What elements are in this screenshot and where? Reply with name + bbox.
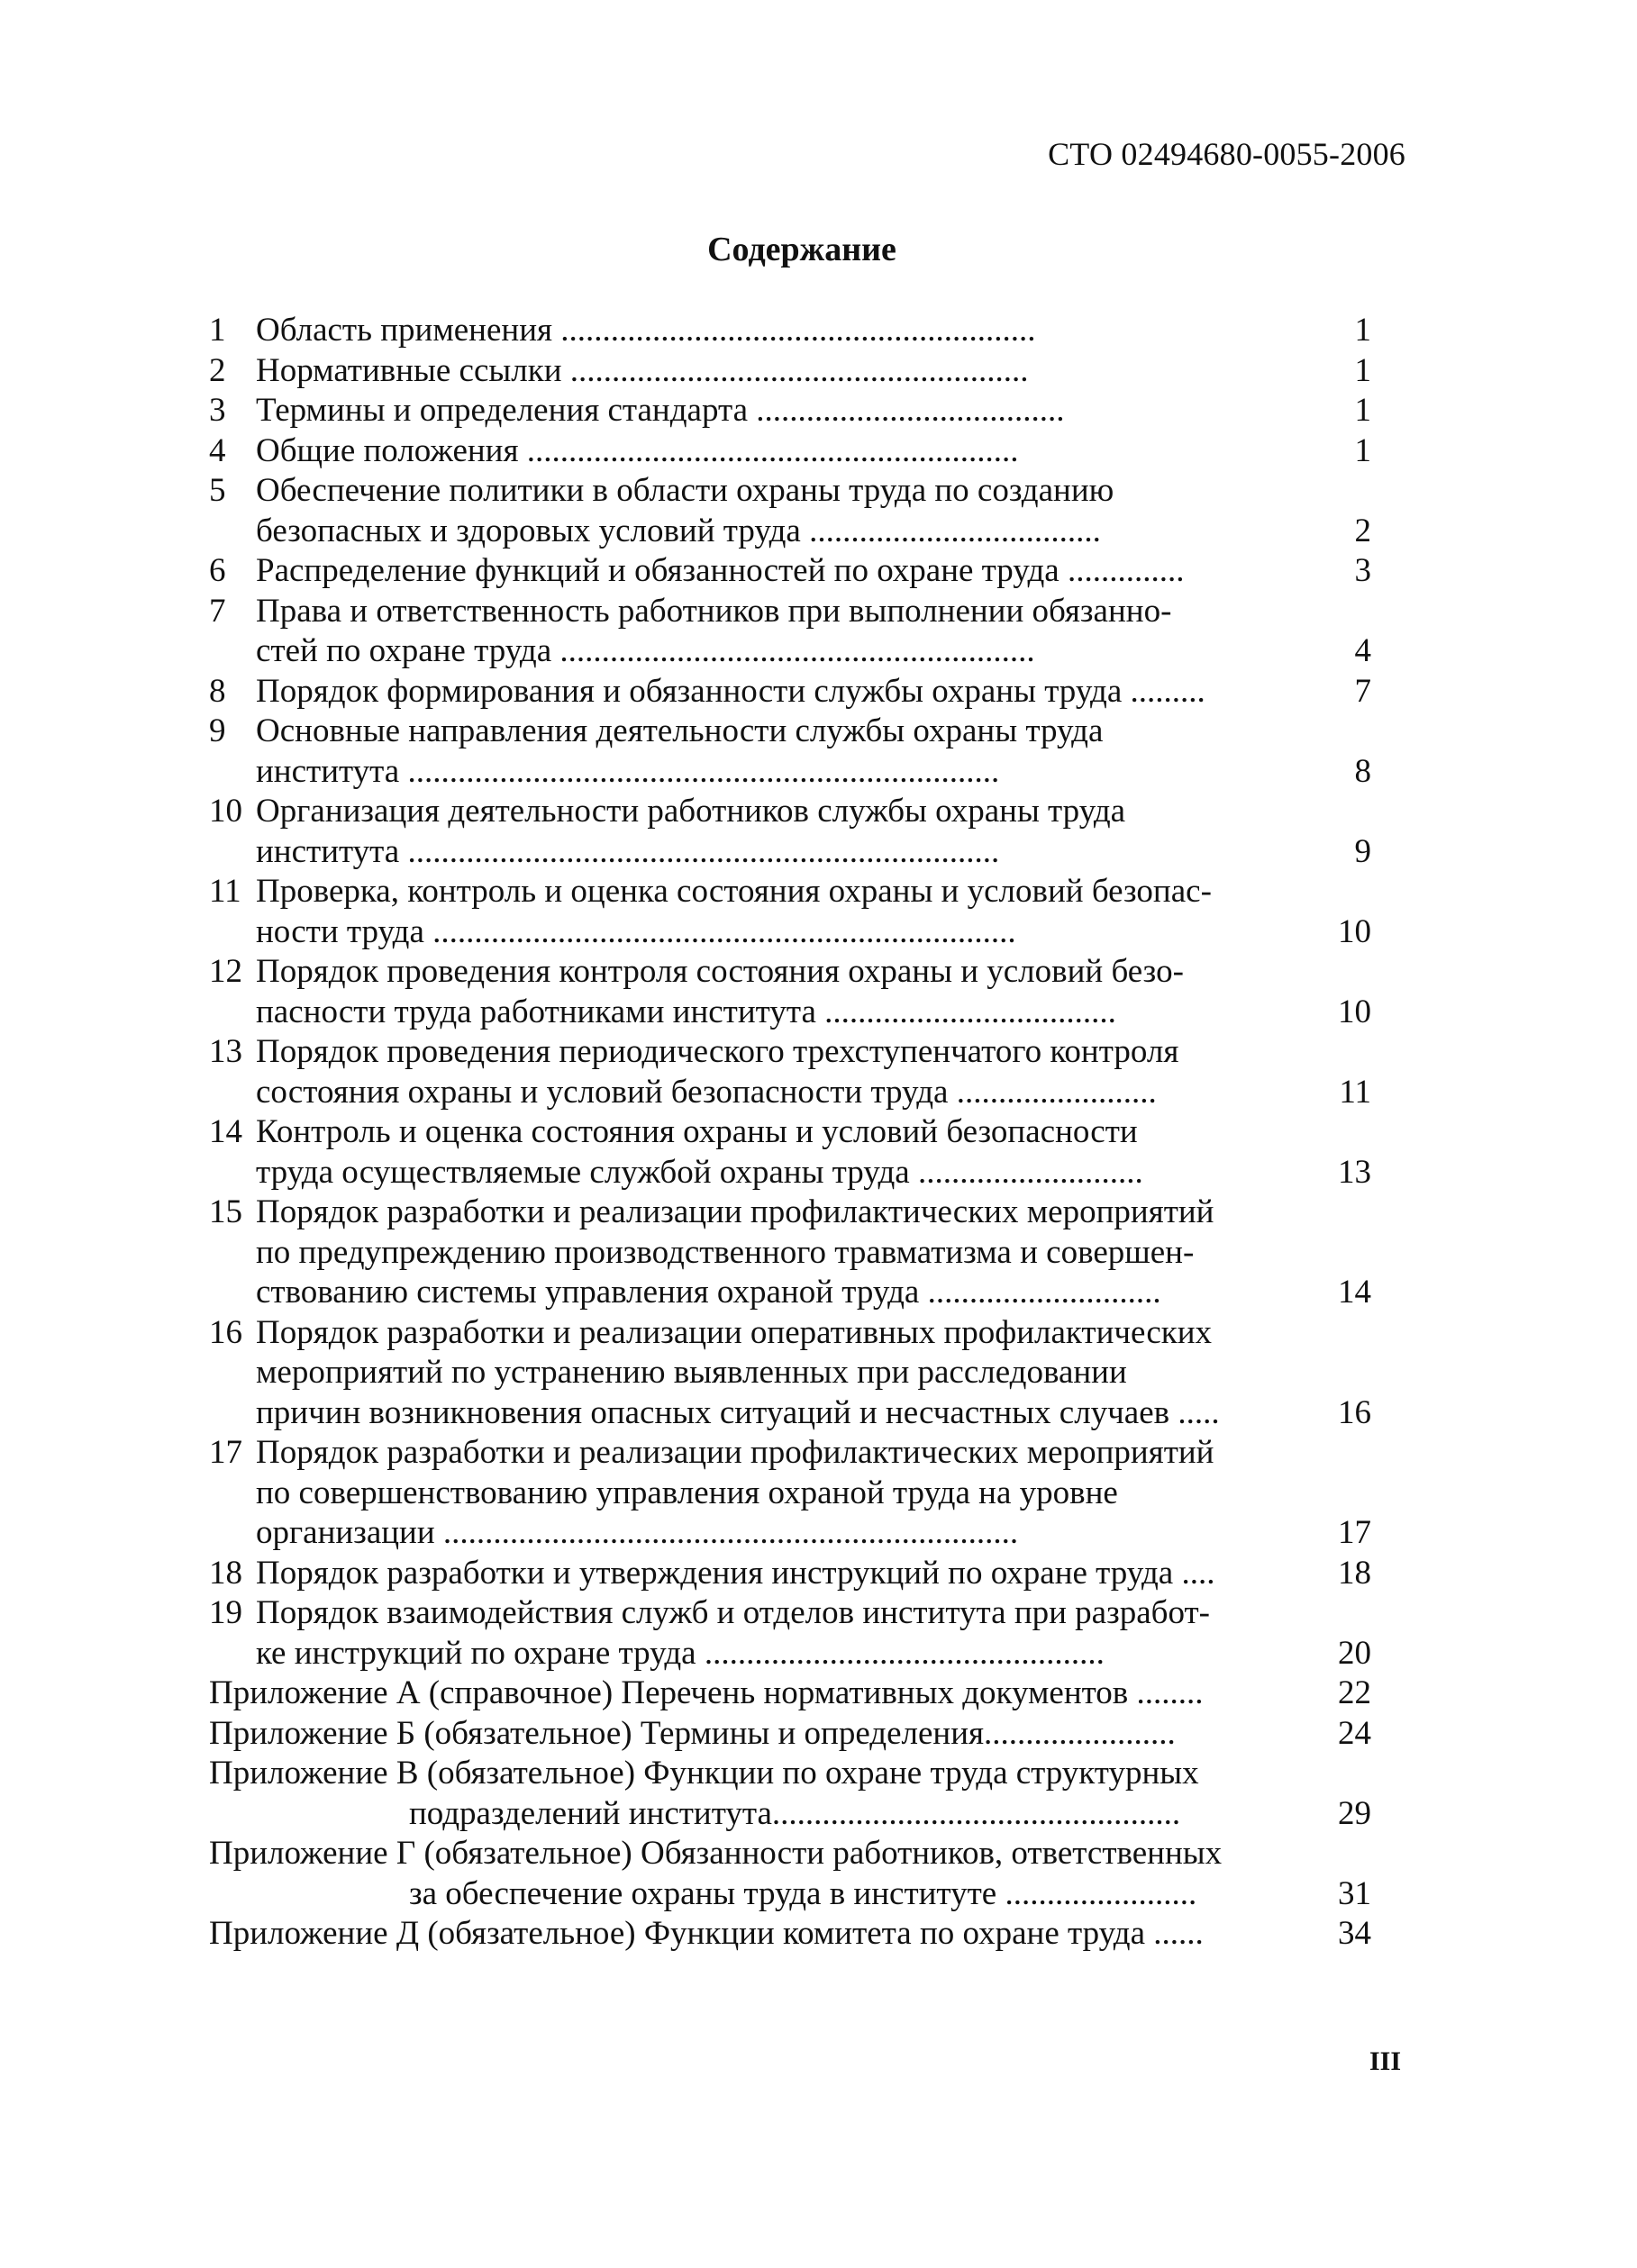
toc-entry[interactable] bbox=[209, 551, 1371, 592]
toc-entry-number: 10 bbox=[209, 793, 242, 830]
toc-entry[interactable] bbox=[209, 672, 1371, 712]
toc-entry-page: 34 bbox=[1338, 1915, 1371, 1952]
toc-entry[interactable] bbox=[209, 1112, 1371, 1193]
toc-entry-page: 1 bbox=[1354, 351, 1371, 389]
toc-entry-number: 1 bbox=[209, 312, 226, 349]
toc-entry-title-line: Приложение Б (обязательное) Термины и определения....................... bbox=[209, 1714, 1176, 1752]
toc-entry-title bbox=[209, 1754, 1337, 1834]
toc-entry-title-line: за обеспечение охраны труда в институте ....................... bbox=[409, 1874, 1197, 1912]
toc-entry-title bbox=[256, 672, 1337, 712]
toc-entry-title bbox=[256, 311, 1337, 351]
toc-entry-page: 3 bbox=[1354, 552, 1371, 589]
toc-entry-title bbox=[256, 1193, 1337, 1313]
toc-entry[interactable] bbox=[209, 431, 1371, 472]
toc-entry-page: 24 bbox=[1338, 1714, 1371, 1752]
toc-entry-title-line: по предупреждению производственного травматизма и совершен- bbox=[256, 1233, 1195, 1271]
toc-entry[interactable] bbox=[209, 792, 1371, 872]
toc-entry-page: 1 bbox=[1354, 312, 1371, 349]
toc-entry-page: 14 bbox=[1338, 1274, 1371, 1311]
toc-entry[interactable] bbox=[209, 391, 1371, 431]
toc-entry-title-line: Порядок разработки и утверждения инструкций по охране труда .... bbox=[256, 1554, 1215, 1592]
toc-entry-title bbox=[256, 1112, 1337, 1193]
toc-entry-number: 9 bbox=[209, 712, 226, 749]
toc-entry-title bbox=[256, 872, 1337, 952]
toc-entry-title bbox=[256, 1313, 1337, 1434]
toc-entry[interactable] bbox=[209, 872, 1371, 952]
toc-entry[interactable] bbox=[209, 311, 1371, 351]
toc-entry-number: 16 bbox=[209, 1313, 242, 1351]
toc-entry-title-line: Область применения ......................................................... bbox=[256, 312, 1036, 349]
toc-entry-title bbox=[256, 1554, 1337, 1594]
toc-entry-title-line: мероприятий по устранению выявленных при расследовании bbox=[256, 1354, 1127, 1391]
toc-entry-title bbox=[256, 1433, 1337, 1554]
toc-entry[interactable] bbox=[209, 952, 1371, 1032]
toc-entry-title-line: Порядок формирования и обязанности службы охраны труда ......... bbox=[256, 672, 1205, 710]
toc-entry-title-line: Права и ответственность работников при выполнении обязанно- bbox=[256, 592, 1172, 630]
toc-entry-title bbox=[209, 1914, 1337, 1955]
toc-entry-title bbox=[256, 391, 1337, 431]
toc-entry-title bbox=[256, 471, 1337, 551]
toc-entry-title-line: Распределение функций и обязанностей по охране труда .............. bbox=[256, 552, 1185, 589]
toc-entry-page: 8 bbox=[1354, 752, 1371, 790]
toc-entry-title bbox=[256, 592, 1337, 672]
toc-entry-number: 3 bbox=[209, 392, 226, 429]
toc-entry-title bbox=[256, 551, 1337, 592]
toc-appendix-entry[interactable] bbox=[209, 1914, 1371, 1955]
toc-entry-title bbox=[209, 1834, 1337, 1914]
toc-entry-title-line: Приложение А (справочное) Перечень нормативных документов ........ bbox=[209, 1674, 1204, 1711]
toc-entry-title-line: труда осуществляемые службой охраны труда ........................... bbox=[256, 1153, 1143, 1191]
toc-entry-title-line: Приложение Г (обязательное) Обязанности работников, ответственных bbox=[209, 1835, 1223, 1872]
toc-entry-title-line: ствованию системы управления охраной труда ............................ bbox=[256, 1274, 1161, 1311]
toc-entry-page: 1 bbox=[1354, 392, 1371, 429]
toc-entry-page: 20 bbox=[1338, 1634, 1371, 1672]
toc-entry-title-line: причин возникновения опасных ситуаций и несчастных случаев ..... bbox=[256, 1393, 1220, 1431]
toc-entry-title bbox=[256, 1593, 1337, 1674]
toc-entry-page: 10 bbox=[1338, 993, 1371, 1030]
toc-entry[interactable] bbox=[209, 1593, 1371, 1674]
toc-entry-page: 11 bbox=[1339, 1073, 1371, 1111]
toc-entry-title-line: ности труда ...................................................................... bbox=[256, 912, 1016, 950]
toc-entry-number: 2 bbox=[209, 351, 226, 389]
toc-entry-number: 18 bbox=[209, 1554, 242, 1592]
toc-entry-number: 14 bbox=[209, 1113, 242, 1150]
toc-entry[interactable] bbox=[209, 1193, 1371, 1313]
toc-entry-number: 13 bbox=[209, 1033, 242, 1070]
toc-entry-title-line: Порядок разработки и реализации профилактических мероприятий bbox=[256, 1434, 1214, 1471]
toc-entry-page: 13 bbox=[1338, 1153, 1371, 1191]
toc-entry-title-line: Основные направления деятельности службы охраны труда bbox=[256, 712, 1104, 749]
toc-entry-number: 12 bbox=[209, 953, 242, 990]
toc-entry-title-line: Приложение В (обязательное) Функции по охране труда структурных bbox=[209, 1755, 1199, 1792]
toc-entry-number: 4 bbox=[209, 431, 226, 469]
toc-entry-title-line: Термины и определения стандарта ..................................... bbox=[256, 392, 1065, 429]
toc-entry-number: 17 bbox=[209, 1434, 242, 1471]
page-number: III bbox=[1369, 2046, 1401, 2076]
toc-entry-page: 18 bbox=[1338, 1554, 1371, 1592]
toc-entry-title-line: Проверка, контроль и оценка состояния охраны и условий безопас- bbox=[256, 873, 1212, 910]
toc-entry-title bbox=[256, 952, 1337, 1032]
toc-entry-title-line: ке инструкций по охране труда ................................................ bbox=[256, 1634, 1105, 1672]
toc-entry-title-line: состояния охраны и условий безопасности труда ........................ bbox=[256, 1073, 1157, 1111]
toc-entry-title-line: по совершенствованию управления охраной труда на уровне bbox=[256, 1474, 1118, 1511]
table-of-contents bbox=[209, 311, 1371, 1955]
toc-entry-title-line: стей по охране труда ......................................................... bbox=[256, 632, 1035, 669]
toc-entry[interactable] bbox=[209, 712, 1371, 792]
toc-entry[interactable] bbox=[209, 471, 1371, 551]
toc-entry[interactable] bbox=[209, 1313, 1371, 1434]
toc-entry-title-line: Обеспечение политики в области охраны труда по созданию bbox=[256, 472, 1114, 509]
toc-entry-page: 2 bbox=[1354, 512, 1371, 549]
toc-entry-title-line: Организация деятельности работников службы охраны труда bbox=[256, 793, 1126, 830]
toc-entry[interactable] bbox=[209, 1433, 1371, 1554]
toc-entry-title-line: Порядок проведения периодического трехступенчатого контроля bbox=[256, 1033, 1179, 1070]
toc-entry-title-line: института ....................................................................... bbox=[256, 832, 1000, 870]
toc-entry-number: 6 bbox=[209, 552, 226, 589]
toc-entry-number: 5 bbox=[209, 472, 226, 509]
appendix-entries bbox=[209, 1674, 1371, 1955]
toc-entry-title-line: организации ..................................................................... bbox=[256, 1514, 1019, 1551]
toc-entry-page: 4 bbox=[1354, 632, 1371, 669]
toc-entry[interactable] bbox=[209, 592, 1371, 672]
toc-entry-title-line: Порядок разработки и реализации профилактических мероприятий bbox=[256, 1193, 1214, 1230]
toc-entry-page: 22 bbox=[1338, 1674, 1371, 1711]
toc-entry-page: 9 bbox=[1354, 832, 1371, 870]
toc-entry[interactable] bbox=[209, 1032, 1371, 1112]
toc-entry-number: 19 bbox=[209, 1594, 242, 1631]
toc-entry-page: 10 bbox=[1338, 912, 1371, 950]
toc-entry-number: 7 bbox=[209, 592, 226, 630]
toc-entry-title bbox=[256, 792, 1337, 872]
toc-appendix-entry[interactable] bbox=[209, 1714, 1371, 1755]
toc-entry-number: 15 bbox=[209, 1193, 242, 1230]
toc-entry-title-line: Порядок взаимодействия служб и отделов института при разработ- bbox=[256, 1594, 1210, 1631]
toc-entry-page: 16 bbox=[1338, 1393, 1371, 1431]
toc-entry-title bbox=[256, 431, 1337, 472]
toc-entry-title-line: безопасных и здоровых условий труда ................................... bbox=[256, 512, 1101, 549]
toc-entry[interactable] bbox=[209, 351, 1371, 392]
toc-entry-title-line: Приложение Д (обязательное) Функции комитета по охране труда ...... bbox=[209, 1915, 1204, 1952]
toc-entry-number: 8 bbox=[209, 672, 226, 710]
toc-entry-page: 31 bbox=[1338, 1874, 1371, 1912]
toc-entry-title bbox=[209, 1714, 1337, 1755]
toc-entry-page: 17 bbox=[1338, 1514, 1371, 1551]
toc-entry-page: 7 bbox=[1354, 672, 1371, 710]
toc-entry-title bbox=[256, 1032, 1337, 1112]
toc-appendix-entry[interactable] bbox=[209, 1834, 1371, 1914]
toc-entry-page: 29 bbox=[1338, 1794, 1371, 1832]
toc-entries bbox=[209, 311, 1371, 1674]
toc-title: Содержание bbox=[707, 231, 896, 268]
toc-entry-title bbox=[256, 712, 1337, 792]
toc-entry-title-line: пасности труда работниками института ................................... bbox=[256, 993, 1116, 1030]
document-code: СТО 02494680-0055-2006 bbox=[1048, 136, 1405, 172]
toc-entry-page: 1 bbox=[1354, 431, 1371, 469]
toc-entry-title-line: Общие положения ........................................................... bbox=[256, 431, 1019, 469]
toc-entry-title bbox=[256, 351, 1337, 392]
toc-entry[interactable] bbox=[209, 1554, 1371, 1594]
toc-entry-number: 11 bbox=[209, 873, 241, 910]
toc-entry-title-line: института ....................................................................... bbox=[256, 752, 1000, 790]
toc-appendix-entry[interactable] bbox=[209, 1754, 1371, 1834]
toc-entry-title-line: Порядок разработки и реализации оперативных профилактических bbox=[256, 1313, 1213, 1351]
toc-entry-title-line: подразделений института................................................. bbox=[409, 1794, 1181, 1832]
toc-entry-title-line: Контроль и оценка состояния охраны и условий безопасности bbox=[256, 1113, 1138, 1150]
toc-appendix-entry[interactable] bbox=[209, 1674, 1371, 1714]
toc-entry-title bbox=[209, 1674, 1337, 1714]
toc-entry-title-line: Нормативные ссылки ....................................................... bbox=[256, 351, 1029, 389]
toc-entry-title-line: Порядок проведения контроля состояния охраны и условий безо- bbox=[256, 953, 1184, 990]
